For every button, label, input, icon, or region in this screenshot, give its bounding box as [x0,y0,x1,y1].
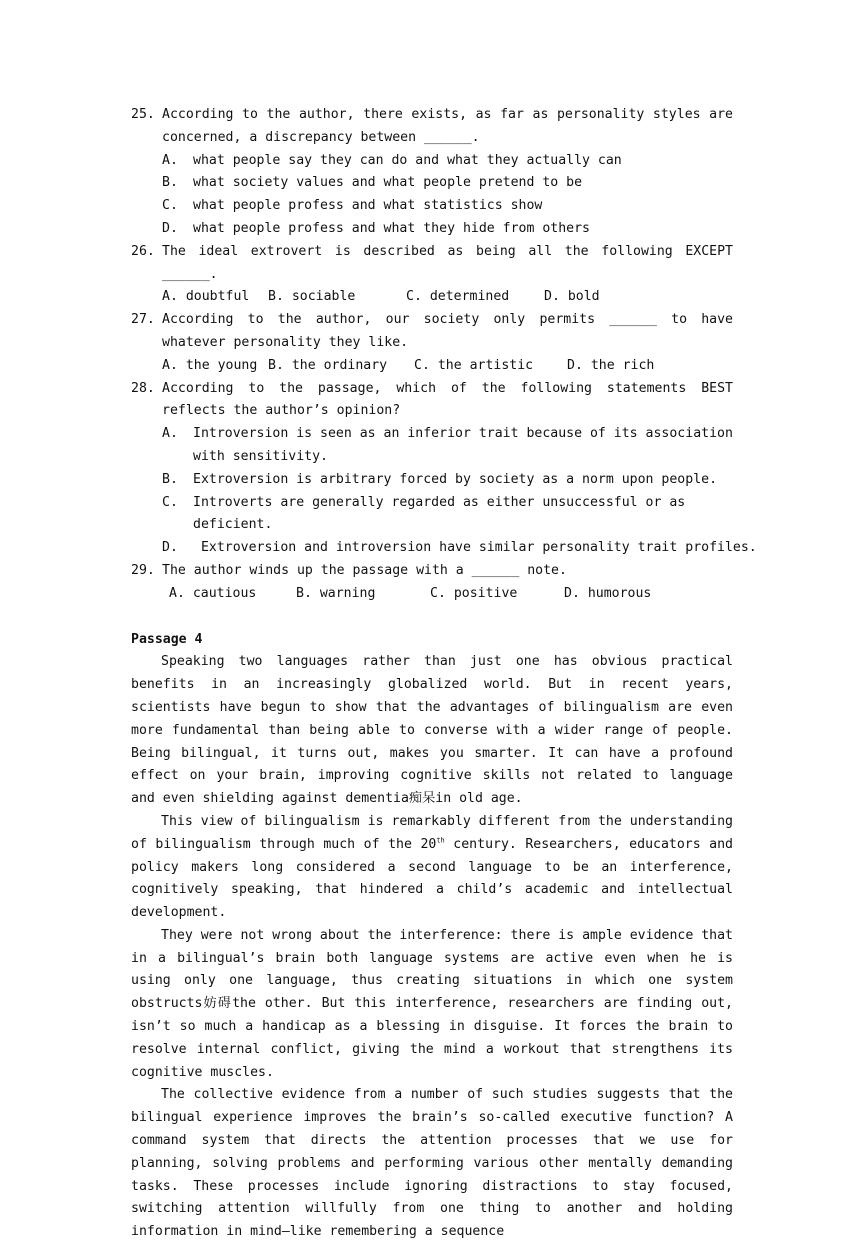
question-29 [131,560,733,583]
option-text: what people profess and what they hide from others [193,220,590,236]
option-letter: C. [162,198,178,214]
option-letter: D. [162,220,178,236]
option [162,492,733,538]
question-26 [131,241,733,287]
question-text: According to the author, there exists, as far as personality styles are concerned, a discrepancy between ______. [162,107,733,145]
option: B. the ordinary [268,357,388,373]
option-text: Extroversion and introversion have similar personality trait profiles. [193,540,757,556]
passage-paragraph: The collective evidence from a number of such studies suggests that the bilingual experience improves the brain’s so-called executive function? A command system that directs the attention processes that we use for planning, solving problems and performing various other mentally demanding tasks. These processes include ignoring distractions to stay focused, switching attention willfully from one thing to another and holding information in mind—like remembering a sequence [131,1087,733,1240]
option [162,218,733,241]
option-letter: A. [162,152,178,168]
question-28 [131,378,733,424]
option-letter: A. [162,426,178,442]
question-number: 29. [131,562,155,578]
option-text: what people profess and what statistics show [193,198,543,214]
passage-heading: Passage 4 [131,631,203,647]
option-letter: B. [162,471,178,487]
option: C. determined [406,289,510,305]
option: B. warning [296,585,376,601]
option-letter: D. [162,540,178,556]
option [162,150,733,173]
option: D. the rich [567,357,655,373]
option: D. bold [544,289,600,305]
option-text: what society values and what people pretend to be [193,175,583,191]
passage-paragraph: Speaking two languages rather than just one has obvious practical benefits in an increasingly globalized world. But in recent years, scientists have begun to show that the advantages of bilingualism are even more fundamental than being able to converse with a wider range of people. Being bilingual, it turns out, makes you smarter. It can have a profound effect on your brain, improving cognitive skills not related to language and even shielding against dementia痴呆in old age. [131,654,733,807]
inline-options [162,355,733,378]
option [162,172,733,195]
option [162,195,733,218]
option-text: Extroversion is arbitrary forced by society as a norm upon people. [193,471,718,487]
option: C. the artistic [414,357,534,373]
passage-paragraph: They were not wrong about the interference: there is ample evidence that in a bilingual’s brain both language systems are active even when he is using only one language, thus creating situations in which one system obstructs妨碍the other. But this interference, researchers are finding out, isn’t so much a handicap as a blessing in disguise. It forces the brain to resolve internal conflict, giving the mind a workout that strengthens its cognitive muscles. [131,927,733,1080]
question-number: 27. [131,312,155,328]
question-number: 26. [131,243,155,259]
question-27 [131,309,733,355]
document-page [131,104,757,1244]
option-text: Introversion is seen as an inferior trait because of its association with sensitivity. [193,426,733,464]
question-number: 28. [131,380,155,396]
inline-options [162,286,733,309]
paragraph-text: This view of bilingualism is remarkably different from the understanding of bilingualism through much of the 20 [131,813,733,852]
option: B. sociable [268,289,356,305]
option: D. humorous [564,585,652,601]
question-text: The author winds up the passage with a ______ note. [162,562,567,578]
option-text: Introverts are generally regarded as either unsuccessful or as deficient. [193,494,686,533]
question-text: According to the passage, which of the following statements BEST reflects the author’s opinion? [162,380,733,419]
question-number: 25. [131,107,155,122]
inline-options [169,583,733,606]
option: A. the young [162,357,258,373]
question-text: The ideal extrovert is described as being all the following EXCEPT ______. [162,243,733,282]
option [162,469,733,492]
option [162,537,757,560]
option-text: what people say they can do and what they actually can [193,152,622,168]
option: C. positive [430,585,518,601]
question-text: According to the author, our society only permits ______ to have whatever personality they like. [162,312,733,350]
passage-paragraph [131,811,733,925]
option: A. cautious [169,585,257,601]
option-letter: C. [162,494,178,510]
option-letter: B. [162,175,178,191]
superscript: th [436,836,445,845]
option: A. doubtful [162,289,250,305]
option [162,423,733,469]
question-25 [131,104,733,150]
paragraph-text: century. Researchers, educators and policy makers long considered a second language to be an interference, cognitively speaking, that hindered a child’s academic and intellectual development. [131,836,734,921]
